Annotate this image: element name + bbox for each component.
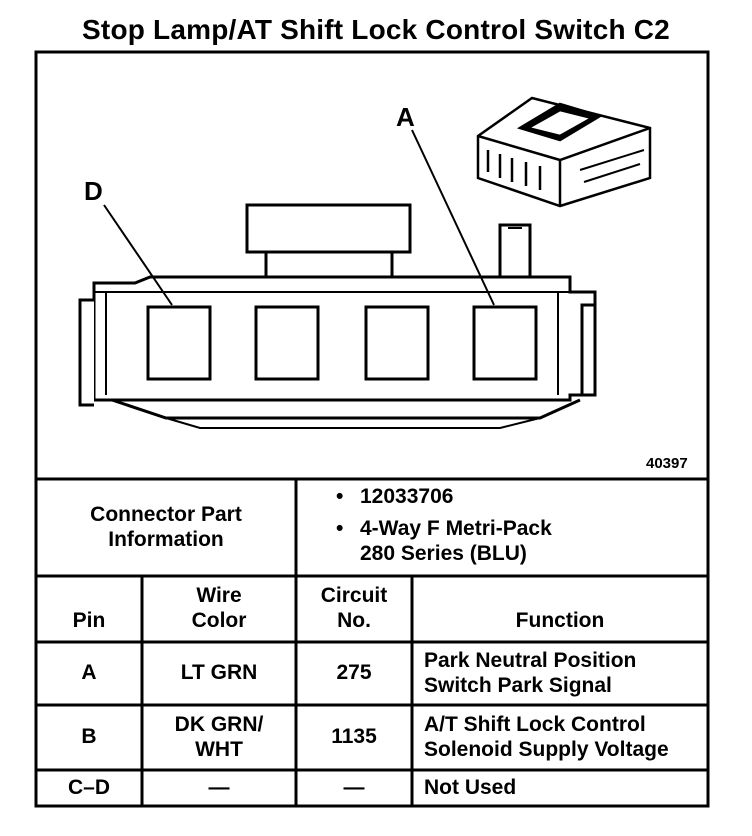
row-b-function: A/T Shift Lock Control Solenoid Supply Voltage xyxy=(424,712,669,761)
row-cd-function: Not Used xyxy=(424,775,517,799)
row-b-pin: B xyxy=(81,725,97,749)
cavity-b xyxy=(366,307,428,379)
cavity-c xyxy=(256,307,318,379)
row-b-wire-color: DK GRN/ WHT xyxy=(174,712,264,761)
pin-label-d: D xyxy=(84,176,103,206)
bullet-icon: • xyxy=(336,516,344,540)
row-cd-wire-color: — xyxy=(208,775,230,799)
base-curve xyxy=(112,400,580,418)
left-rail xyxy=(80,300,94,405)
connector-bullet-part-number: • 12033706 xyxy=(336,485,454,508)
cavity-d xyxy=(148,307,210,379)
row-b-circuit: 1135 xyxy=(331,725,377,749)
pin-label-a: A xyxy=(396,102,415,132)
row-cd-circuit: — xyxy=(343,775,365,799)
top-latch xyxy=(247,205,410,252)
bullet-icon: • xyxy=(336,485,344,508)
header-wire-color: Wire Color xyxy=(191,584,247,632)
connector-bullet-type: • 4-Way F Metri-Pack 280 Series (BLU) xyxy=(336,516,552,566)
row-a-pin: A xyxy=(81,661,97,685)
header-pin: Pin xyxy=(72,609,106,633)
page-title: Stop Lamp/AT Shift Lock Control Switch C2 xyxy=(82,14,670,45)
row-a-circuit: 275 xyxy=(336,661,372,685)
row-cd-pin: C–D xyxy=(67,775,110,799)
connector-info-header-line2: Information xyxy=(108,527,224,551)
header-function: Function xyxy=(515,609,605,633)
connector-front-view xyxy=(80,205,595,428)
cavity-a xyxy=(474,307,536,379)
header-circuit-no: Circuit No. xyxy=(320,584,388,632)
connector-info-header-line1: Connector Part xyxy=(90,502,242,526)
row-a-function: Park Neutral Position Switch Park Signal xyxy=(424,648,637,697)
figure-number: 40397 xyxy=(646,455,688,472)
connector-info-header xyxy=(36,479,296,576)
row-a-wire-color: LT GRN xyxy=(180,661,258,685)
connector-info-bullets xyxy=(336,484,552,567)
connector-isometric-view xyxy=(478,98,650,206)
